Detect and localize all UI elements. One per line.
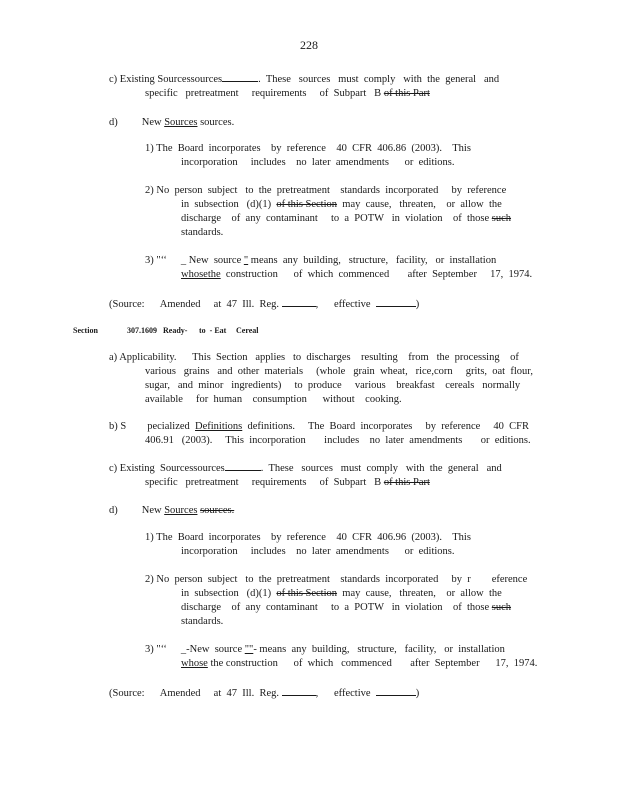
b1-reg-blank <box>282 296 316 307</box>
section-label: Section <box>73 326 98 335</box>
page-number: 228 <box>300 38 318 52</box>
b2-applicability-line3: sugar, and minor ingredients) to produce various breakfast cereals normally <box>145 380 521 391</box>
b2-definitions-line1: b) S pecialized Definitions definitions. The Board incorporates by reference 40 CFR <box>109 421 530 432</box>
b1-item2-line3: discharge of any contaminant to a POTW in violation of those such <box>181 213 512 224</box>
section-number: 307.1609 <box>127 326 157 335</box>
b2-item2-line4: standards. <box>181 616 224 627</box>
b1-source-note: (Source: Amended at 47 Ill. Reg. , effective ) <box>109 296 419 312</box>
b2-definitions-line2: 406.91 (2003). This incorporation includes no later amendments or editions. <box>145 435 531 446</box>
b1-effective-blank <box>376 296 416 307</box>
b2-applicability-line1: a) Applicability. This Section applies to discharges resulting from the processing of <box>109 352 519 363</box>
b1-c-rule <box>222 74 258 82</box>
b2-applicability-line2: various grains and other materials (whole grain wheat, rice,corn grits, oat flour, <box>145 366 533 377</box>
b1-subsection-c-line2: specific pretreatment requirements of Subpart B of this Part <box>145 88 430 99</box>
b1-subsection-d: d) New Sources sources. <box>109 117 235 128</box>
b1-item2-line4: standards. <box>181 227 224 238</box>
b1-item3-line1: 3) "‘‘ _ New source " means any building, structure, facility, or installation <box>145 255 497 266</box>
b2-item3-line2: whose the construction of which commenced after September 17, 1974. <box>181 658 538 669</box>
b1-c-strike: of this Part <box>383 88 430 99</box>
b2-subsection-d: d) New Sources sources. <box>109 505 235 516</box>
b2-subsection-c-line1: c) Existing Sourcessources . These sources must comply with the general and <box>109 463 502 474</box>
b2-source-note: (Source: Amended at 47 Ill. Reg. , effective ) <box>109 685 419 701</box>
b2-item1-line1: 1) The Board incorporates by reference 40 CFR 406.96 (2003). This <box>145 532 471 543</box>
b2-c-rule <box>225 463 261 471</box>
section-title-part2: to - Eat <box>199 326 227 335</box>
b2-reg-blank <box>282 685 316 696</box>
b1-item2-line2: in subsection (d)(1) of this Section may cause, threaten, or allow the <box>181 199 502 210</box>
b2-applicability-line4: available for human consumption without cooking. <box>145 394 402 405</box>
b1-item1-line2: incorporation includes no later amendments or editions. <box>181 157 455 168</box>
b1-item2-line1: 2) No person subject to the pretreatment standards incorporated by reference <box>145 185 507 196</box>
b2-item2-line1: 2) No person subject to the pretreatment standards incorporated by r eference <box>145 574 528 585</box>
b2-item2-line3: discharge of any contaminant to a POTW in violation of those such <box>181 602 512 613</box>
section-title-part1: Ready- <box>163 326 188 335</box>
b1-subsection-c-line1: c) Existing Sourcessources . These sources must comply with the general and <box>109 74 500 85</box>
b1-d-sources-inserted: Sources <box>164 117 198 128</box>
b2-subsection-c-line2: specific pretreatment requirements of Subpart B of this Part <box>145 477 430 488</box>
b2-item1-line2: incorporation includes no later amendments or editions. <box>181 546 455 557</box>
b2-item2-line2: in subsection (d)(1) of this Section may cause, threaten, or allow the <box>181 588 502 599</box>
section-title-part3: Cereal <box>236 326 259 335</box>
b1-item3-line2: whosethe construction of which commenced after September 17, 1974. <box>181 269 533 280</box>
b1-item1-line1: 1) The Board incorporates by reference 40 CFR 406.86 (2003). This <box>145 143 471 154</box>
b2-effective-blank <box>376 685 416 696</box>
b2-item3-line1: 3) "‘‘ _-New source ""- means any building, structure, facility, or installation <box>145 644 505 655</box>
